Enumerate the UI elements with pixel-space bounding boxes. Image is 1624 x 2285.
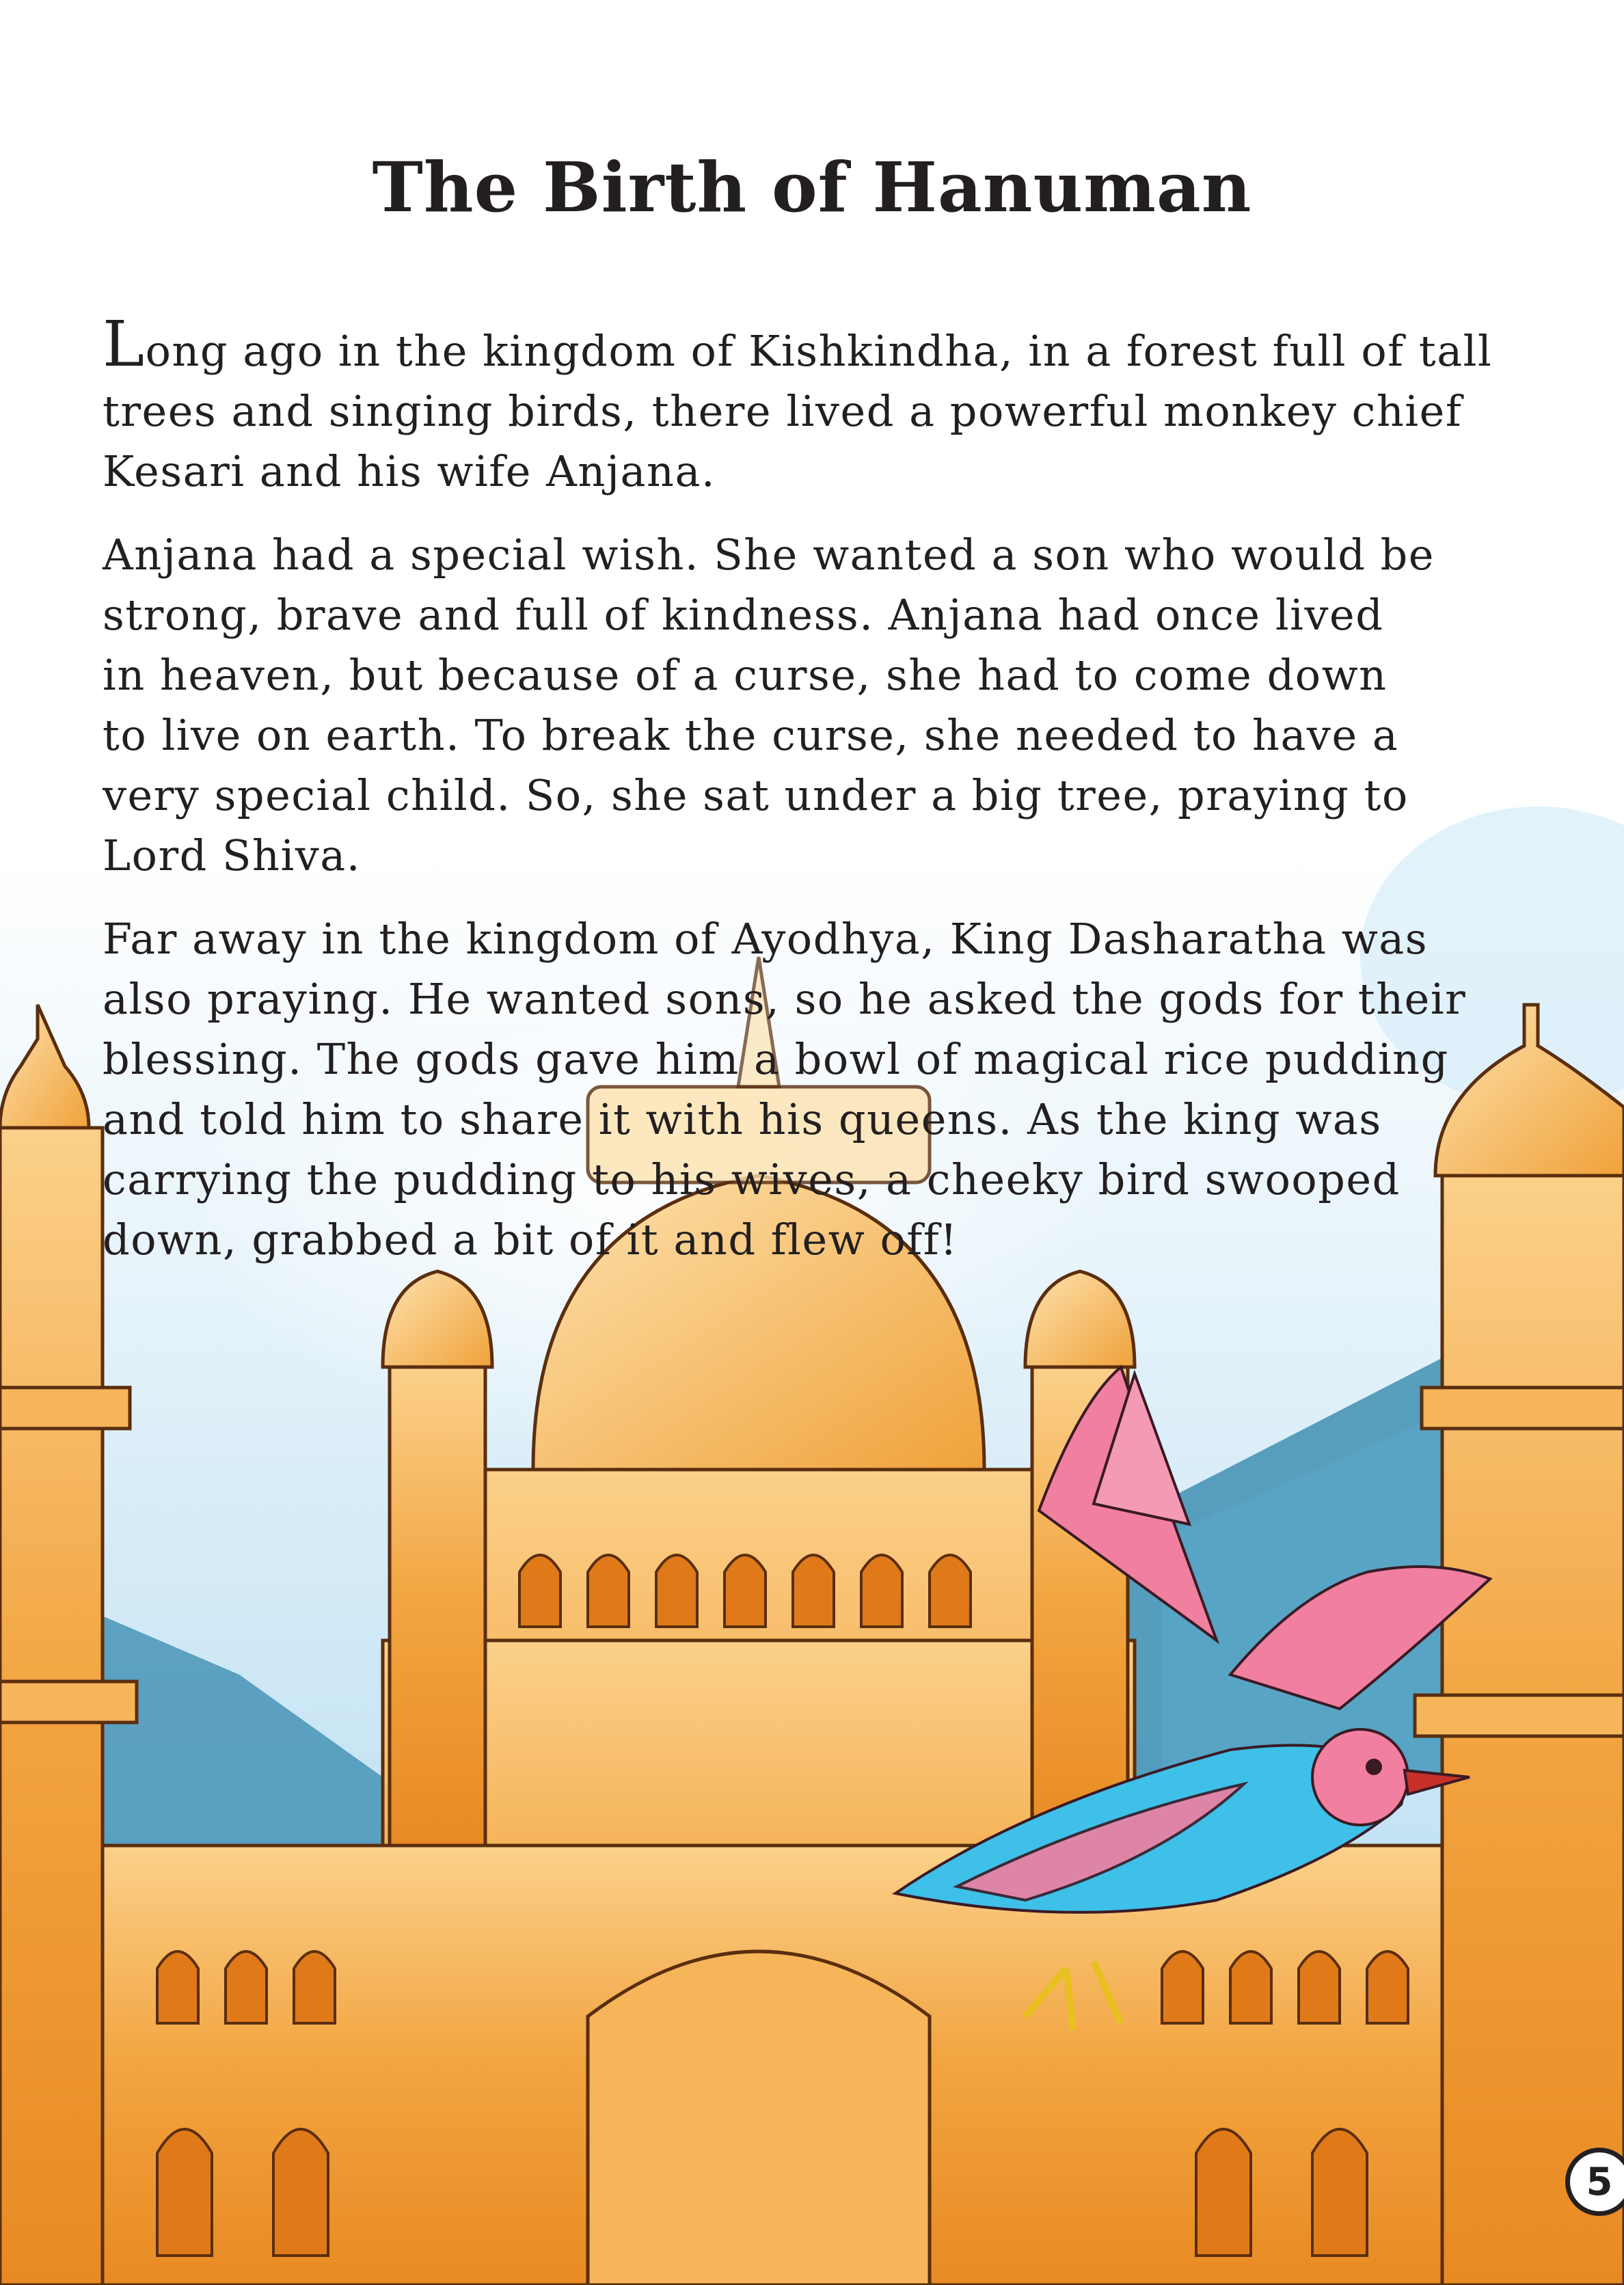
text-line: to live on earth. To break the curse, she needed to have a: [103, 710, 1399, 760]
text-line: and told him to share it with his queens. As the king was: [103, 1094, 1382, 1144]
text-line: Far away in the kingdom of Ayodhya, King Dasharatha was: [103, 914, 1429, 964]
story-text: [103, 308, 1552, 1293]
text-line: down, grabbed a bit of it and flew off!: [103, 1215, 958, 1265]
text-line: Kesari and his wife Anjana.: [103, 446, 716, 496]
text-line: in heaven, but because of a curse, she had to come down: [103, 650, 1388, 700]
text-line: strong, brave and full of kindness. Anjana had once lived: [103, 590, 1384, 640]
paragraph-2: [103, 525, 1552, 886]
page-number: 5: [1565, 2148, 1624, 2216]
text-line: trees and singing birds, there lived a powerful monkey chief: [103, 386, 1463, 436]
text-line: blessing. The gods gave him a bowl of magical rice pudding: [103, 1034, 1449, 1084]
text-line: also praying. He wanted sons, so he asked the gods for their: [103, 974, 1467, 1024]
paragraph-1: [103, 308, 1552, 502]
paragraph-3: [103, 909, 1552, 1270]
drop-cap: L: [103, 308, 146, 381]
text-line: ong ago in the kingdom of Kishkindha, in a forest full of tall: [145, 326, 1493, 376]
text-line: carrying the pudding to his wives, a cheeky bird swooped: [103, 1154, 1400, 1204]
page-title: The Birth of Hanuman: [372, 147, 1252, 228]
text-line: very special child. So, she sat under a big tree, praying to: [103, 770, 1409, 820]
text-line: Anjana had a special wish. She wanted a son who would be: [103, 530, 1435, 580]
text-line: Lord Shiva.: [103, 830, 361, 880]
